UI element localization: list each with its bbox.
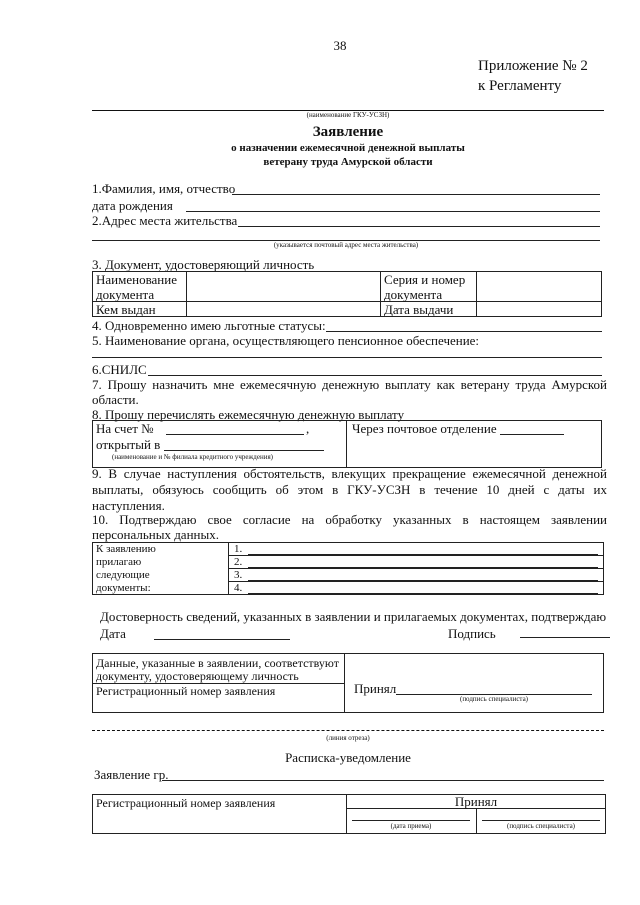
id-doc-col-divider-2: [380, 271, 381, 317]
data-conform-line-2: документу, удостоверяющему личность: [96, 669, 299, 683]
address-hint: (указывается почтовый адрес места жительства): [273, 241, 419, 249]
attachment-field-1[interactable]: [248, 554, 598, 555]
receipt-reg-number-label: Регистрационный номер заявления: [96, 796, 276, 810]
doc-series-label-1: Серия и номер: [384, 272, 466, 287]
attachment-field-3[interactable]: [248, 580, 598, 581]
receipt-date-field[interactable]: [352, 820, 470, 821]
attachments-label-3: следующие: [96, 569, 150, 581]
date-label: Дата: [100, 626, 126, 641]
receipt-date-hint: (дата приема): [390, 822, 432, 830]
form-title: Заявление: [312, 124, 384, 140]
attachment-item-3[interactable]: 3.: [234, 569, 243, 581]
doc-name-label-1: Наименование: [96, 272, 177, 287]
attachments-row-divider-1: [228, 555, 604, 556]
office-accepted-label: Принял: [354, 681, 397, 696]
signature-field[interactable]: [520, 637, 610, 638]
attachment-field-4[interactable]: [248, 593, 598, 594]
account-label: На счет №: [96, 421, 154, 436]
cut-line-label: (линия отреза): [326, 734, 370, 742]
snils-label: 6.СНИЛС: [92, 362, 147, 377]
payment-col-divider: [346, 420, 347, 468]
attachment-item-2[interactable]: 2.: [234, 556, 243, 568]
account-comma: ,: [306, 421, 310, 436]
receipt-applicant-field[interactable]: [162, 780, 604, 781]
item7-request-text: 7. Прошу назначить мне ежемесячную денежную выплату как ветерану труда Амурской области.: [92, 377, 607, 407]
appendix-reference: к Регламенту: [478, 78, 562, 94]
org-name-caption: (наименование ГКУ-УСЗН): [306, 111, 390, 119]
cut-line: [92, 730, 604, 731]
form-subtitle-1: о назначении ежемесячной денежной выплаты: [231, 142, 465, 154]
fio-field[interactable]: [232, 194, 600, 195]
receipt-col-divider-2: [476, 808, 477, 834]
signature-label: Подпись: [448, 626, 496, 641]
office-specialist-hint: (подпись специалиста): [459, 695, 529, 703]
item10-consent-text: 10. Подтверждаю свое согласие на обработку указанных в настоящем заявлении персональных данных.: [92, 512, 607, 542]
receipt-sign-hint: (подпись специалиста): [506, 822, 576, 830]
bank-hint: (наименование и № филиала кредитного учреждения): [112, 453, 273, 461]
attachment-item-4[interactable]: 4.: [234, 582, 243, 594]
confirmation-text: Достоверность сведений, указанных в заявлении и прилагаемых документах, подтверждаю: [100, 609, 607, 624]
receipt-title: Расписка-уведомление: [285, 750, 411, 765]
address-field[interactable]: [238, 226, 600, 227]
id-doc-heading: 3. Документ, удостоверяющий личность: [92, 257, 315, 272]
pension-authority-field[interactable]: [92, 357, 602, 358]
receipt-accepted-label: Принял: [454, 794, 498, 809]
address-label: 2.Адрес места жительства: [92, 213, 238, 228]
attachments-label-2: прилагаю: [96, 556, 142, 568]
bank-label: открытый в: [96, 437, 161, 452]
benefit-status-field[interactable]: [326, 331, 602, 332]
receipt-sign-field[interactable]: [482, 820, 600, 821]
account-number-field[interactable]: [166, 434, 304, 435]
issue-date-label: Дата выдачи: [384, 302, 454, 317]
office-col-divider: [344, 653, 345, 713]
post-office-label: Через почтовое отделение: [352, 421, 497, 436]
attachments-row-divider-2: [228, 568, 604, 569]
birth-label: дата рождения: [92, 198, 173, 213]
attachments-row-divider-3: [228, 581, 604, 582]
data-conform-line-1: Данные, указанные в заявлении, соответствуют: [96, 656, 339, 670]
benefit-status-label: 4. Одновременно имею льготные статусы:: [92, 318, 326, 333]
id-doc-row-divider: [92, 301, 602, 302]
form-subtitle-2: ветерану труда Амурской области: [263, 156, 433, 168]
receipt-from-label: Заявление гр.: [94, 767, 169, 782]
attachments-label-4: документы:: [96, 582, 151, 594]
id-doc-col-divider-3: [476, 271, 477, 317]
page-number: 38: [333, 38, 347, 53]
item8-payment-heading: 8. Прошу перечислять ежемесячную денежную выплату: [92, 407, 405, 422]
birth-date-field[interactable]: [186, 211, 600, 212]
snils-field[interactable]: [148, 375, 602, 376]
fio-label: 1.Фамилия, имя, отчество: [92, 181, 236, 196]
bank-name-field[interactable]: [164, 450, 324, 451]
issued-by-label: Кем выдан: [96, 302, 156, 317]
attachment-field-2[interactable]: [248, 567, 598, 568]
item9-notice-text: 9. В случае наступления обстоятельств, влекущих прекращение ежемесячной денежной выплаты, обязуюсь сообщить об этом в ГКУ-УСЗН в течение 10 дней с даты их наступления.: [92, 466, 607, 513]
doc-series-label-2: документа: [384, 287, 443, 302]
pension-authority-label: 5. Наименование органа, осуществляющего пенсионное обеспечение:: [92, 333, 480, 348]
date-field[interactable]: [154, 639, 290, 640]
appendix-number: Приложение № 2: [478, 58, 588, 74]
post-office-field[interactable]: [500, 434, 564, 435]
attachment-item-1[interactable]: 1.: [234, 543, 243, 555]
id-doc-col-divider-1: [186, 271, 187, 317]
attachments-label-1: К заявлению: [96, 543, 156, 555]
office-reg-number-label: Регистрационный номер заявления: [96, 684, 276, 698]
doc-name-label-2: документа: [96, 287, 155, 302]
